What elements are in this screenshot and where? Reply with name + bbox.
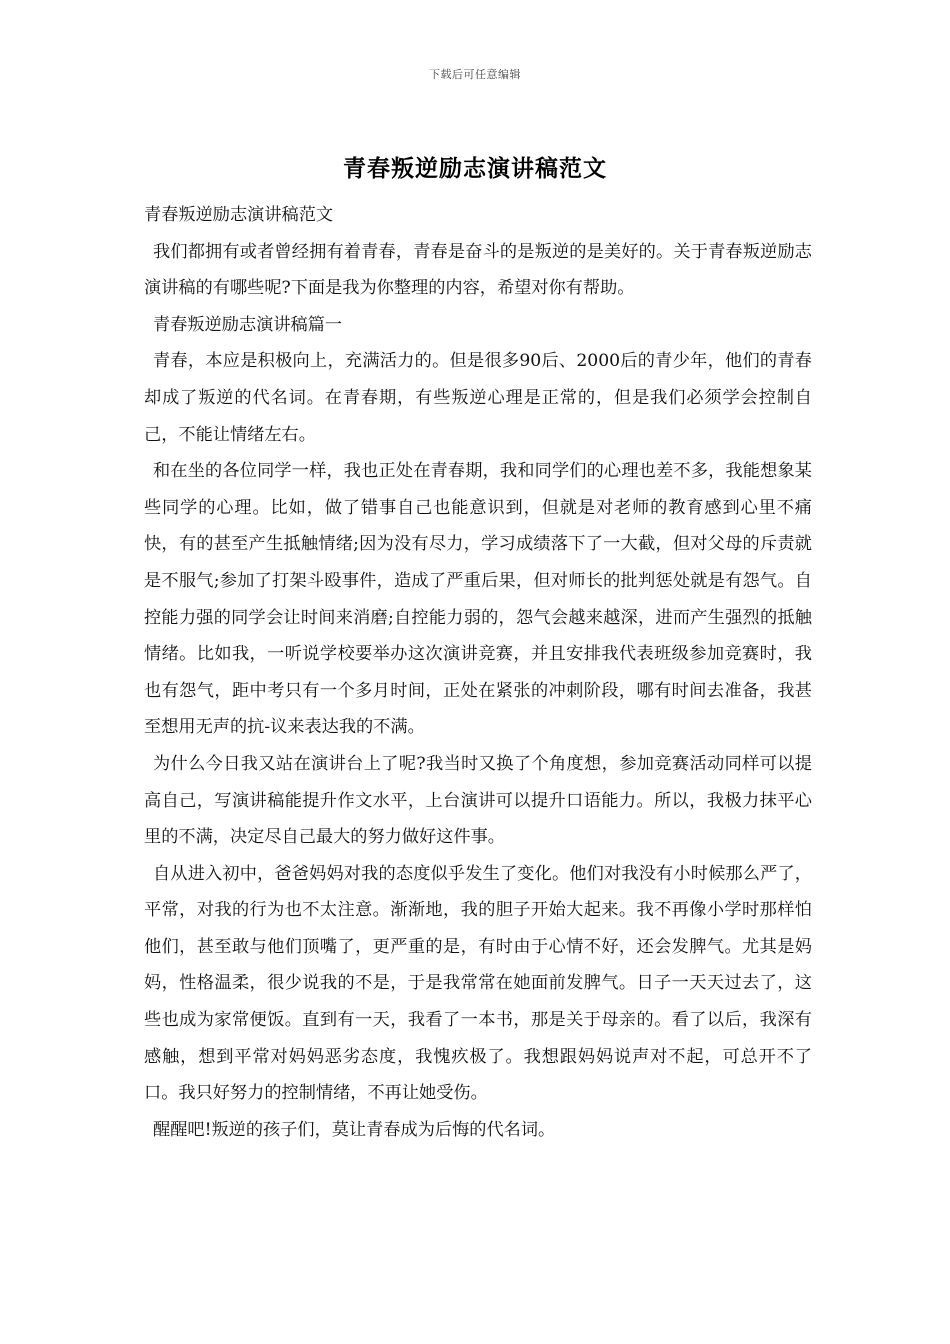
paragraph-section-heading: 青春叛逆励志演讲稿篇一 <box>153 314 343 335</box>
paragraph-body: 青春，本应是积极向上，充满活力的。但是很多90后、2000后的青少年，他们的青春却成了叛逆的代名词。在青春期，有些叛逆心理是正常的，但是我们必须学会控制自己，不能让情绪左右。 <box>144 351 812 445</box>
paragraph-intro: 我们都拥有或者曾经拥有着青春，青春是奋斗的是叛逆的是美好的。关于青春叛逆励志演讲稿的有哪些呢?下面是我为你整理的内容，希望对你有帮助。 <box>144 241 812 299</box>
paragraph-closing: 醒醒吧!叛逆的孩子们，莫让青春成为后悔的代名词。 <box>153 1119 556 1140</box>
page-header-note: 下载后可任意编辑 <box>429 68 521 81</box>
paragraph-subtitle: 青春叛逆励志演讲稿范文 <box>144 205 334 225</box>
paragraph-body: 和在坐的各位同学一样，我也正处在青春期，我和同学们的心理也差不多，我能想象某些同学的心理。比如，做了错事自己也能意识到，但就是对老师的教育感到心里不痛快，有的甚至产生抵触情绪;因为没有尽力，学习成绩落下了一大截，但对父母的斥责就是不服气;参加了打架斗殴事件，造成了严重后果，但对师长的批判惩处就是有怨气。自控能力强的同学会让时间来消磨;自控能力弱的，怨气会越来越深，进而产生强烈的抵触情绪。比如我，一听说学校要举办这次演讲竞赛，并且安排我代表班级参加竞赛时，我也有怨气，距中考只有一个多月时间，正处在紧张的冲刺阶段，哪有时间去准备，我甚至想用无声的抗-议来表达我的不满。 <box>144 461 812 738</box>
paragraph-body: 自从进入初中，爸爸妈妈对我的态度似乎发生了变化。他们对我没有小时候那么严了，平常，对我的行为也不太注意。渐渐地，我的胆子开始大起来。我不再像小学时那样怕他们，甚至敢与他们顶嘴了，更严重的是，有时由于心情不好，还会发脾气。尤其是妈妈，性格温柔，很少说我的不是，于是我常常在她面前发脾气。日子一天天过去了，这些也成为家常便饭。直到有一天，我看了一本书，那是关于母亲的。看了以后，我深有感触，想到平常对妈妈恶劣态度，我愧疚极了。我想跟妈妈说声对不起，可总开不了口。我只好努力的控制情绪，不再让她受伤。 <box>144 863 812 1104</box>
document-title: 青春叛逆励志演讲稿范文 <box>343 155 607 182</box>
paragraph-body: 为什么今日我又站在演讲台上了呢?我当时又换了个角度想，参加竞赛活动同样可以提高自己，写演讲稿能提升作文水平，上台演讲可以提升口语能力。所以，我极力抹平心里的不满，决定尽自己最大的努力做好这件事。 <box>144 753 812 848</box>
document-body <box>144 197 812 1148</box>
